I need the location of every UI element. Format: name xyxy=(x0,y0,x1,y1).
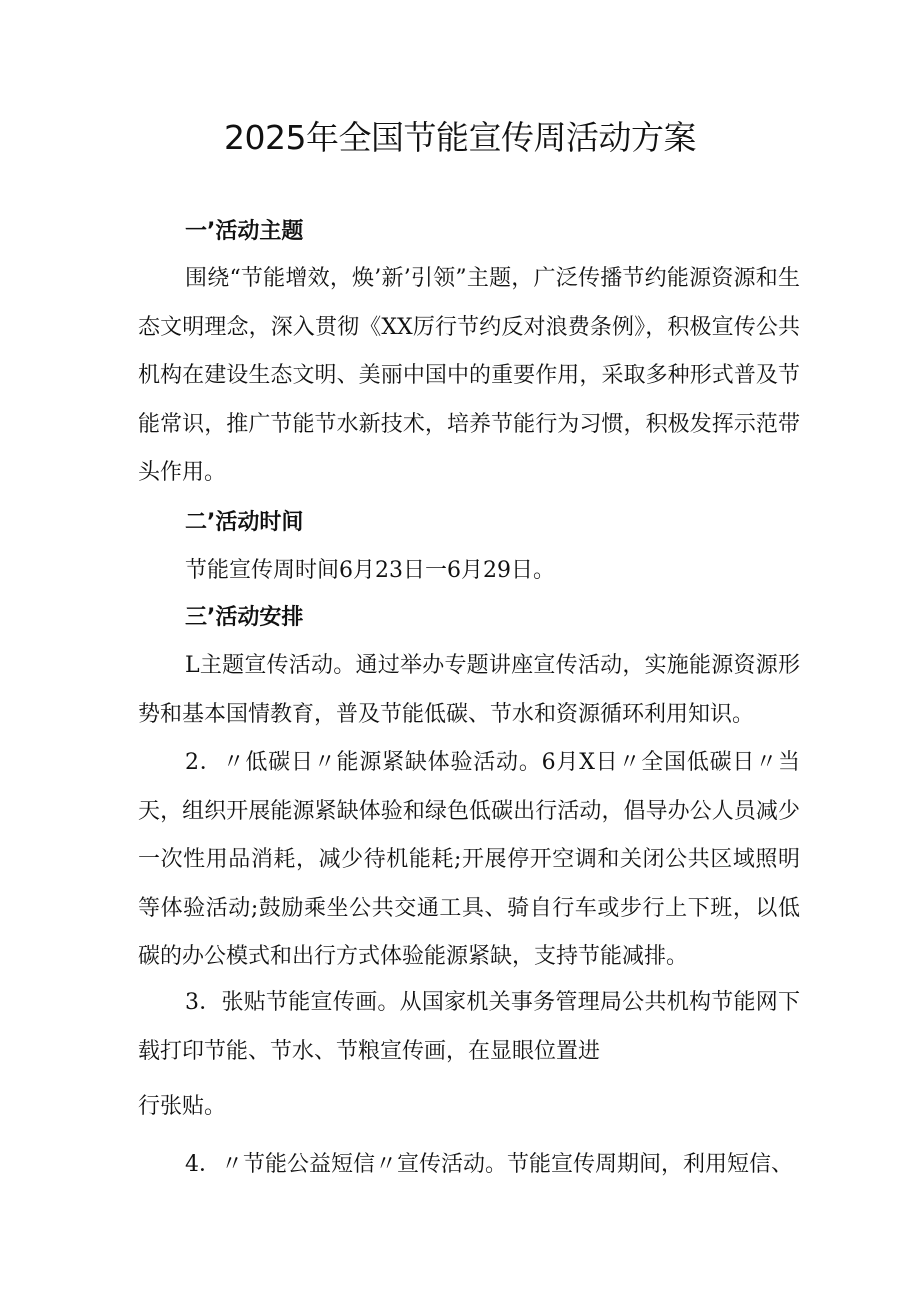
arrangement-item-2: 2．〃低碳日〃能源紧缺体验活动。6月X日〃全国低碳日〃当天，组织开展能源紧缺体验和绿色低碳出行活动，倡导办公人员减少一次性用品消耗，减少待机能耗;开展停开空调和关闭公共区域照明等体验活动;鼓励乘坐公共交通工具、骑自行车或步行上下班，以低碳的办公模式和出行方式体验能源紧缺，支持节能减排。 xyxy=(138,750,800,969)
arrangement-item-3: 3．张贴节能宣传画。从国家机关事务管理局公共机构节能网下载打印节能、节水、节粮宣传画，在显眼位置进 xyxy=(138,990,800,1064)
section-heading-theme: 一’活动主题 xyxy=(185,219,304,244)
section-heading-time: 二’活动时间 xyxy=(185,510,304,535)
section-heading-arrangement: 三’活动安排 xyxy=(185,605,304,630)
arrangement-item-4: 4．〃节能公益短信〃宣传活动。节能宣传周期间，利用短信、 xyxy=(185,1152,793,1177)
arrangement-item-1: L主题宣传活动。通过举办专题讲座宣传活动，实施能源资源形势和基本国情教育，普及节能低碳、节水和资源循环利用知识。 xyxy=(138,653,800,727)
theme-paragraph: 围绕“节能增效，焕’新’引领”主题，广泛传播节约能源资源和生态文明理念，深入贯彻《XX厉行节约反对浪费条例》，积极宣传公共机构在建设生态文明、美丽中国中的重要作用，采取多种形式普及节能常识，推广节能节水新技术，培养节能行为习惯，积极发挥示范带头作用。 xyxy=(138,266,800,485)
document-title: 2025年全国节能宣传周活动方案 xyxy=(224,118,696,157)
time-paragraph: 节能宣传周时间6月23日一6月29日。 xyxy=(185,558,555,583)
arrangement-item-3-continuation: 行张贴。 xyxy=(138,1094,227,1119)
